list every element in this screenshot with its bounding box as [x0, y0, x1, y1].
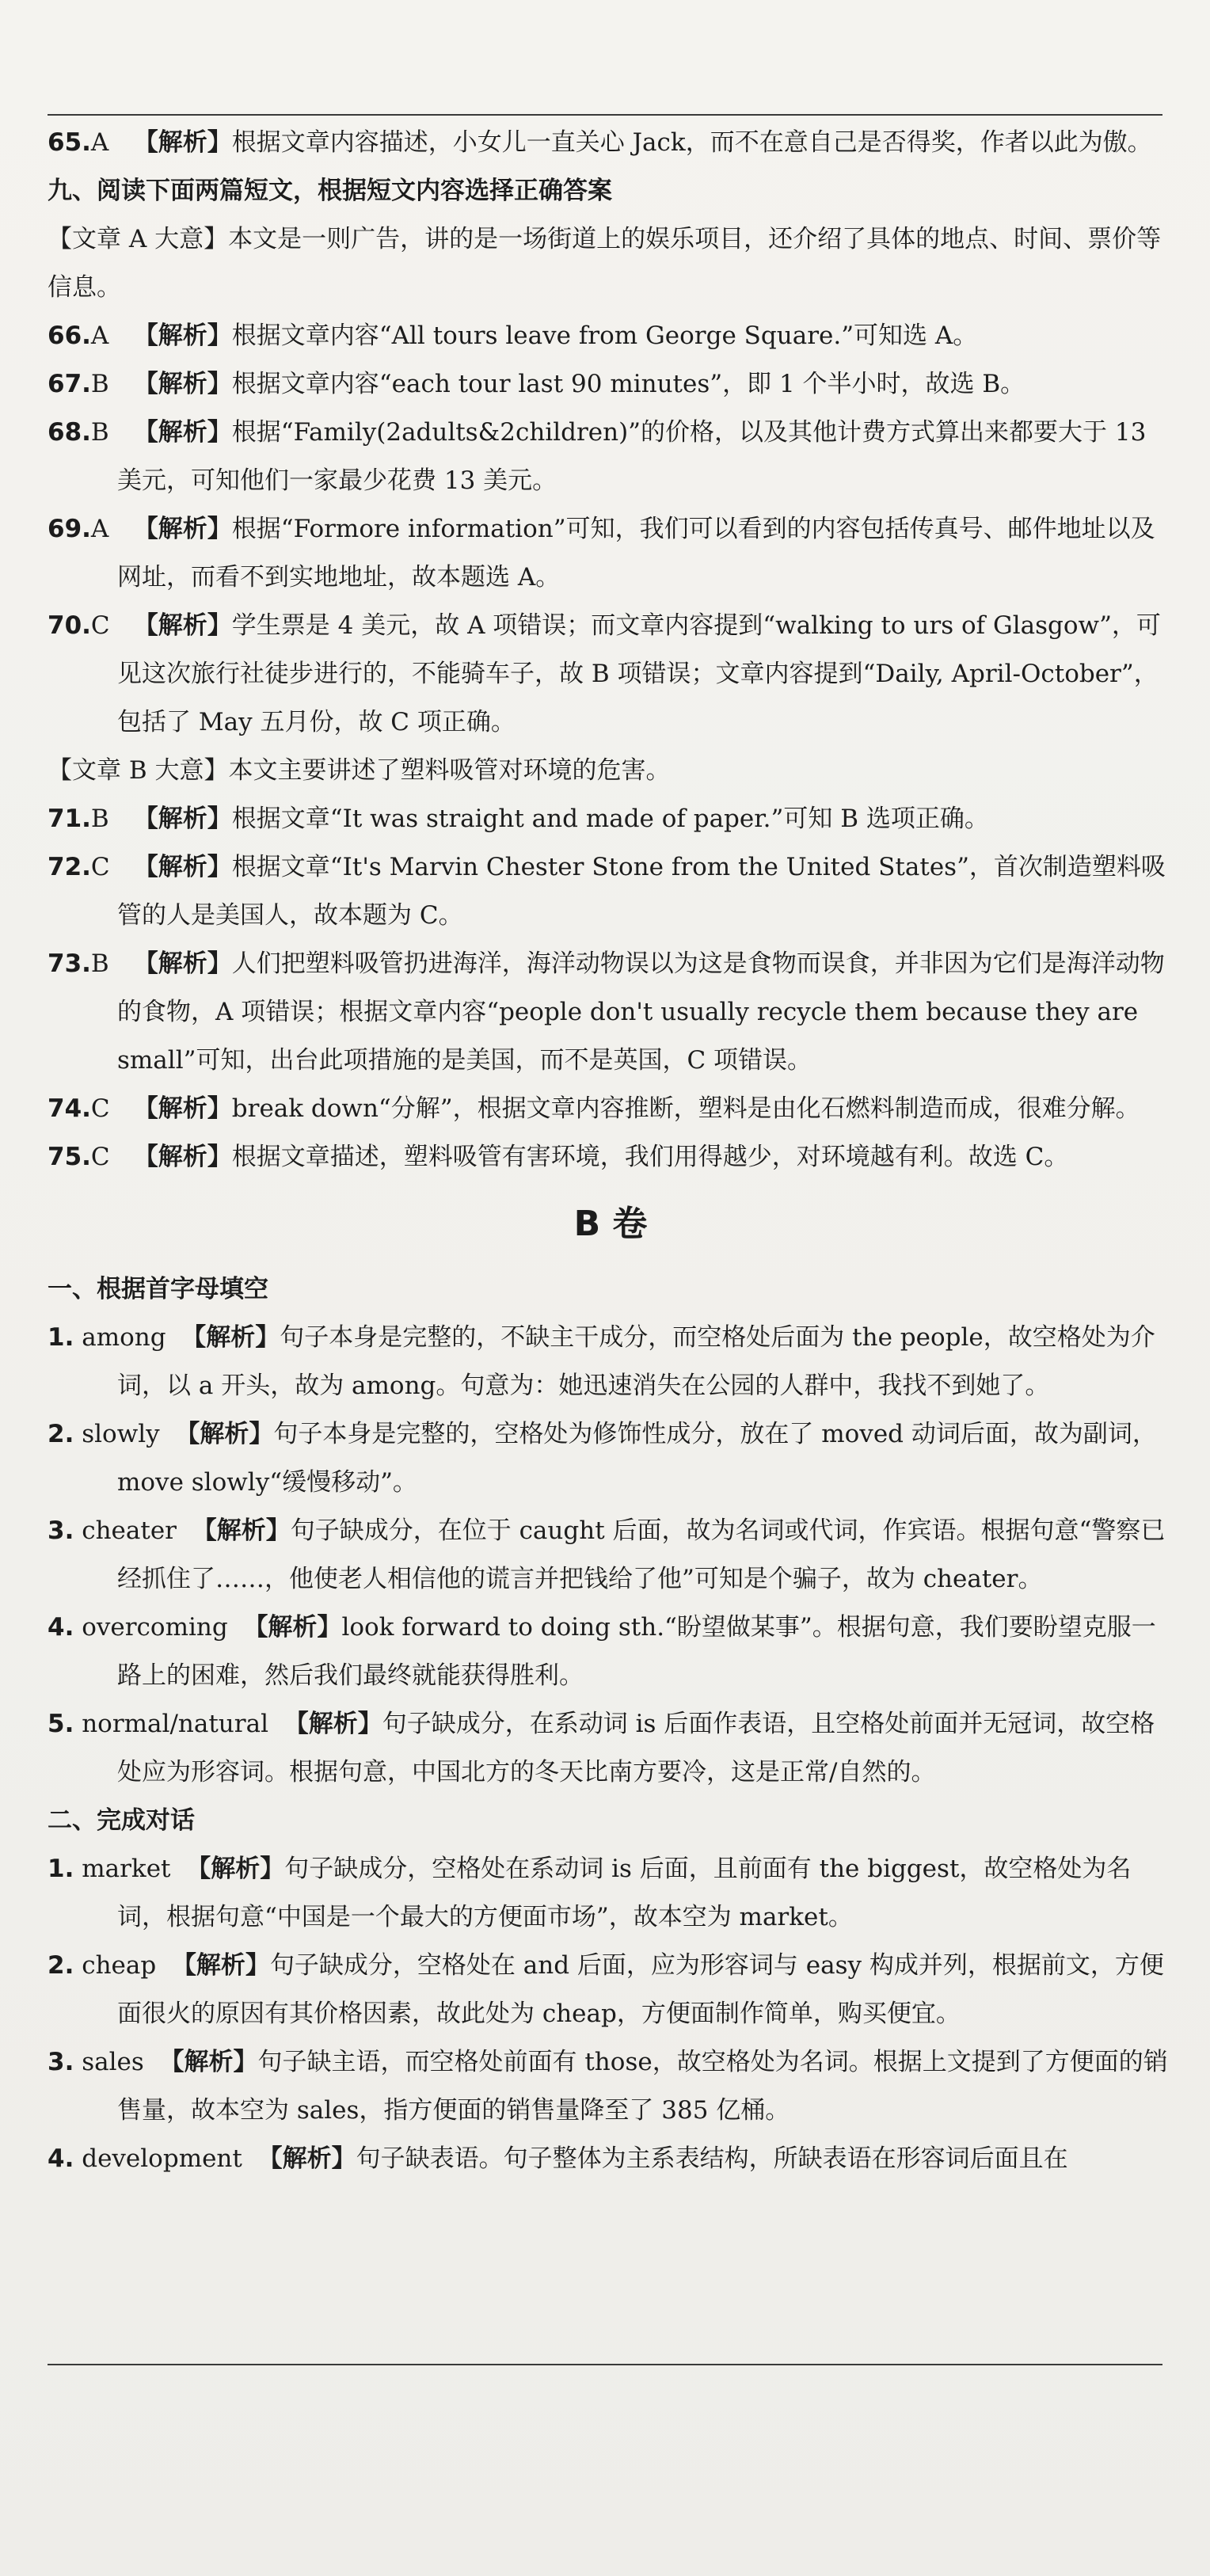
item-number: 67. — [48, 370, 91, 398]
answer-item-71 — [48, 795, 1174, 843]
item-answer: normal/natural — [82, 1710, 268, 1738]
answer-item-75 — [48, 1133, 1174, 1181]
analysis-text: 句子本身是完整的，空格处为修饰性成分，放在了 moved 动词后面，故为副词，move slowly“缓慢移动”。 — [117, 1420, 1157, 1497]
item-number: 72. — [48, 853, 91, 881]
item-number: 5. — [48, 1710, 74, 1738]
item-answer: C — [90, 1143, 110, 1171]
dialog-item-1 — [48, 1845, 1174, 1942]
item-number: 74. — [48, 1094, 91, 1123]
answer-item-66 — [48, 312, 1174, 360]
analysis-tag: 【解析】 — [257, 2144, 356, 2173]
item-number: 71. — [48, 805, 91, 833]
item-answer: C — [90, 1094, 110, 1123]
analysis-tag: 【解析】 — [133, 949, 232, 978]
analysis-tag: 【解析】 — [133, 1143, 232, 1171]
fill-item-1 — [48, 1314, 1174, 1410]
item-number: 3. — [48, 2048, 74, 2076]
analysis-text: 句子缺成分，在位于 caught 后面，故为名词或代词，作宾语。根据句意“警察已经抓住了……，他使老人相信他的谎言并把钱给了他”可知是个骗子，故为 cheater。 — [117, 1516, 1166, 1593]
dialog-item-3 — [48, 2038, 1174, 2135]
item-number: 68. — [48, 418, 91, 447]
item-number: 69. — [48, 515, 91, 543]
item-answer: C — [90, 853, 110, 881]
fill-item-2 — [48, 1410, 1174, 1507]
item-answer: slowly — [82, 1420, 160, 1448]
summary-b: 【文章 B 大意】本文主要讲述了塑料吸管对环境的危害。 — [48, 756, 671, 785]
analysis-tag: 【解析】 — [192, 1516, 291, 1545]
analysis-text: 学生票是 4 美元，故 A 项错误；而文章内容提到“walking to urs of Glasgow”，可见这次旅行社徒步进行的，不能骑车子，故 B 项错误；文章内容提到“Daily, April-October”，包括了 May 五月份，故 C 项正确。 — [117, 611, 1161, 736]
analysis-text: 句子本身是完整的，不缺主干成分，而空格处后面为 the people，故空格处为介词，以 a 开头，故为 among。句意为：她迅速消失在公园的人群中，我找不到她了。 — [117, 1323, 1155, 1400]
analysis-text: 根据文章描述，塑料吸管有害环境，我们用得越少，对环境越有利。故选 C。 — [231, 1143, 1069, 1171]
item-number: 1. — [48, 1855, 74, 1883]
analysis-text: 根据“Formore information”可知，我们可以看到的内容包括传真号、邮件地址以及网址，而看不到实地地址，故本题选 A。 — [117, 515, 1155, 592]
analysis-text: 根据文章“It was straight and made of paper.”可知 B 选项正确。 — [231, 805, 989, 833]
analysis-text: 句子缺成分，空格处在系动词 is 后面，且前面有 the biggest，故空格处为名词，根据句意“中国是一个最大的方便面市场”，故本空为 market。 — [117, 1855, 1132, 1931]
analysis-text: 人们把塑料吸管扔进海洋，海洋动物误以为这是食物而误食，并非因为它们是海洋动物的食物，A 项错误；根据文章内容“people don't usually recycle them because they are small”可知，出台此项措施的是美国，而不是英国，C 项错误。 — [117, 949, 1165, 1075]
answer-item-67 — [48, 360, 1174, 409]
summary-a: 【文章 A 大意】本文是一则广告，讲的是一场街道上的娱乐项目，还介绍了具体的地点、时间、票价等信息。 — [48, 225, 1162, 302]
fill-item-4 — [48, 1604, 1174, 1700]
fill-item-3 — [48, 1507, 1174, 1604]
item-number: 2. — [48, 1420, 74, 1448]
answer-item-65 — [48, 119, 1174, 167]
item-answer: A — [90, 322, 109, 350]
answer-item-69 — [48, 505, 1174, 602]
analysis-text: 根据文章“It's Marvin Chester Stone from the United States”，首次制造塑料吸管的人是美国人，故本题为 C。 — [117, 853, 1166, 930]
dialog-item-4 — [48, 2135, 1174, 2183]
section-9-heading: 九、阅读下面两篇短文，根据短文内容选择正确答案 — [48, 177, 612, 205]
item-answer: A — [90, 128, 109, 157]
item-answer: sales — [82, 2048, 144, 2076]
section-b2-heading: 二、完成对话 — [48, 1806, 195, 1835]
analysis-text: 根据文章内容“each tour last 90 minutes”，即 1 个半小时，故选 B。 — [231, 370, 1025, 398]
item-number: 70. — [48, 611, 91, 640]
analysis-tag: 【解析】 — [133, 1094, 232, 1123]
item-answer: B — [90, 418, 109, 447]
analysis-tag: 【解析】 — [133, 853, 232, 881]
analysis-text: 根据“Family(2adults&2children)”的价格，以及其他计费方式算出来都要大于 13 美元，可知他们一家最少花费 13 美元。 — [117, 418, 1147, 495]
analysis-tag: 【解析】 — [133, 370, 232, 398]
item-number: 75. — [48, 1143, 91, 1171]
analysis-tag: 【解析】 — [133, 805, 232, 833]
analysis-tag: 【解析】 — [159, 2048, 258, 2076]
analysis-tag: 【解析】 — [171, 1951, 270, 1980]
answer-content — [48, 119, 1174, 2183]
analysis-text: look forward to doing sth.“盼望做某事”。根据句意，我们要盼望克服一路上的困难，然后我们最终就能获得胜利。 — [117, 1613, 1156, 1690]
bottom-rule — [48, 2364, 1162, 2365]
fill-item-5 — [48, 1700, 1174, 1797]
item-answer: B — [90, 805, 109, 833]
top-rule — [48, 114, 1162, 116]
analysis-text: 句子缺表语。句子整体为主系表结构，所缺表语在形容词后面且在 — [356, 2144, 1068, 2173]
analysis-tag: 【解析】 — [133, 515, 232, 543]
item-answer: C — [90, 611, 110, 640]
section-b-title: B 卷 — [573, 1204, 648, 1244]
item-number: 66. — [48, 322, 91, 350]
analysis-tag: 【解析】 — [133, 418, 232, 447]
analysis-tag: 【解析】 — [186, 1855, 285, 1883]
analysis-text: 句子缺主语，而空格处前面有 those，故空格处为名词。根据上文提到了方便面的销售量，故本空为 sales，指方便面的销售量降至了 385 亿桶。 — [117, 2048, 1168, 2125]
analysis-text: 根据文章内容“All tours leave from George Square.”可知选 A。 — [231, 322, 978, 350]
item-answer: among — [82, 1323, 166, 1352]
analysis-text: 句子缺成分，空格处在 and 后面，应为形容词与 easy 构成并列，根据前文，方便面很火的原因有其价格因素，故此处为 cheap，方便面制作简单，购买便宜。 — [117, 1951, 1164, 2028]
analysis-text: 根据文章内容描述，小女儿一直关心 Jack，而不在意自己是否得奖，作者以此为傲。 — [231, 128, 1152, 157]
item-number: 65. — [48, 128, 91, 157]
item-number: 4. — [48, 1613, 74, 1642]
answer-item-73 — [48, 940, 1174, 1085]
answer-item-70 — [48, 602, 1174, 747]
item-answer: overcoming — [82, 1613, 228, 1642]
analysis-tag: 【解析】 — [133, 128, 232, 157]
analysis-text: 句子缺成分，在系动词 is 后面作表语，且空格处前面并无冠词，故空格处应为形容词。根据句意，中国北方的冬天比南方要冷，这是正常/自然的。 — [117, 1710, 1155, 1786]
item-answer: B — [90, 949, 109, 978]
section-b1-heading: 一、根据首字母填空 — [48, 1275, 268, 1303]
analysis-tag: 【解析】 — [243, 1613, 342, 1642]
answer-item-68 — [48, 409, 1174, 505]
answer-item-72 — [48, 843, 1174, 940]
item-answer: development — [82, 2144, 242, 2173]
analysis-text: break down“分解”，根据文章内容推断，塑料是由化石燃料制造而成，很难分解。 — [231, 1094, 1140, 1123]
analysis-tag: 【解析】 — [175, 1420, 274, 1448]
item-answer: cheap — [82, 1951, 157, 1980]
item-answer: B — [90, 370, 109, 398]
analysis-tag: 【解析】 — [283, 1710, 382, 1738]
analysis-tag: 【解析】 — [181, 1323, 280, 1352]
analysis-tag: 【解析】 — [133, 322, 232, 350]
item-answer: market — [82, 1855, 171, 1883]
answer-item-74 — [48, 1085, 1174, 1133]
item-number: 4. — [48, 2144, 74, 2173]
dialog-item-2 — [48, 1942, 1174, 2038]
item-answer: cheater — [82, 1516, 177, 1545]
analysis-tag: 【解析】 — [133, 611, 232, 640]
item-number: 73. — [48, 949, 91, 978]
item-number: 3. — [48, 1516, 74, 1545]
item-number: 2. — [48, 1951, 74, 1980]
item-number: 1. — [48, 1323, 74, 1352]
item-answer: A — [90, 515, 109, 543]
